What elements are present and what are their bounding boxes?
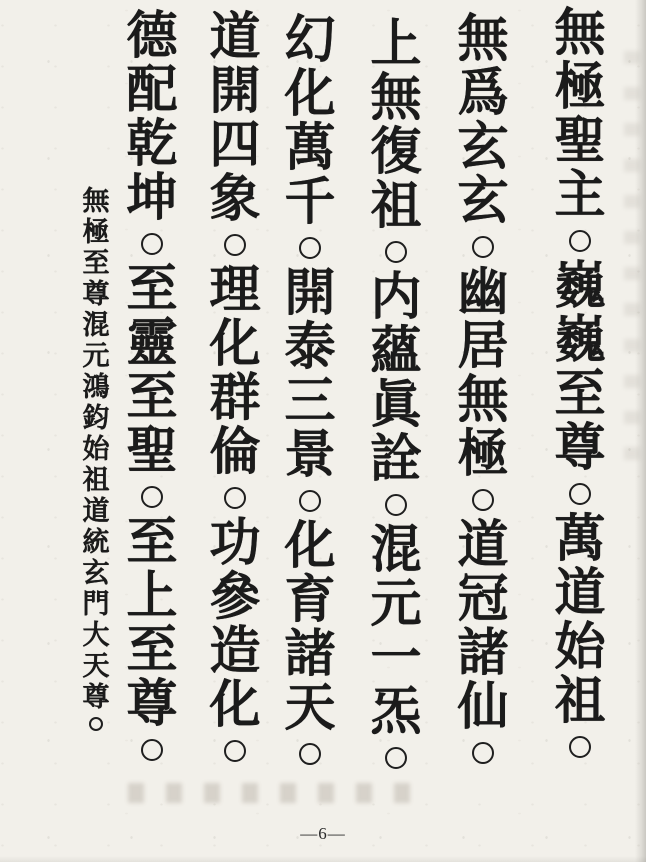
han-glyph: 混 (82, 310, 110, 340)
han-glyph: 道 (554, 566, 606, 622)
verse-column-4 (278, 14, 342, 773)
han-glyph: 至 (126, 370, 178, 426)
han-glyph: 聖 (126, 424, 178, 480)
ideographic-period (385, 494, 407, 516)
han-glyph: 萬 (284, 121, 336, 177)
han-glyph: 眞 (370, 378, 422, 434)
honorific-title-column (78, 186, 114, 736)
han-glyph: 巍 (554, 259, 606, 315)
han-glyph: 功 (209, 516, 261, 572)
han-glyph: 居 (457, 319, 509, 375)
han-glyph: 無 (457, 373, 509, 429)
scan-edge-shadow-bottom (0, 856, 646, 862)
han-glyph: 天 (82, 651, 110, 681)
verse-column-2 (451, 13, 515, 772)
han-glyph: 主 (554, 168, 606, 224)
han-glyph: 門 (82, 589, 110, 619)
ideographic-period (141, 486, 163, 508)
verse-column-1 (548, 7, 612, 766)
han-glyph: 參 (209, 570, 261, 626)
han-glyph: 四 (209, 118, 261, 174)
han-glyph: 象 (209, 172, 261, 228)
han-glyph: 大 (82, 620, 110, 650)
han-glyph: 聖 (554, 114, 606, 170)
ideographic-period (141, 233, 163, 255)
han-glyph: 化 (209, 678, 261, 734)
han-glyph: 育 (284, 573, 336, 629)
ideographic-period (569, 736, 591, 758)
ideographic-period (141, 739, 163, 761)
ideographic-period (569, 483, 591, 505)
han-glyph: 巍 (554, 313, 606, 369)
bleed-through-artifact-bottom (128, 783, 423, 803)
ideographic-period (224, 234, 246, 256)
han-glyph: 乾 (126, 117, 178, 173)
han-glyph: 鈞 (82, 403, 110, 433)
han-glyph: 尊 (554, 421, 606, 477)
han-glyph: 尊 (126, 677, 178, 733)
han-glyph: 靈 (126, 316, 178, 372)
han-glyph: 玄 (457, 174, 509, 230)
han-glyph: 至 (126, 262, 178, 318)
han-glyph: 一 (370, 631, 422, 687)
han-glyph: 道 (82, 496, 110, 526)
han-glyph: 萬 (554, 512, 606, 568)
ideographic-period (385, 241, 407, 263)
han-glyph: 極 (554, 60, 606, 116)
han-glyph: 無 (554, 6, 606, 62)
han-glyph: 混 (370, 523, 422, 579)
han-glyph: 三 (284, 374, 336, 430)
han-glyph: 蘊 (370, 324, 422, 380)
han-glyph: 天 (284, 681, 336, 737)
han-glyph: 開 (209, 64, 261, 120)
han-glyph: 至 (126, 515, 178, 571)
han-glyph: 元 (370, 577, 422, 633)
han-glyph: 造 (209, 624, 261, 680)
han-glyph: 統 (82, 527, 110, 557)
han-glyph: 諸 (457, 626, 509, 682)
han-glyph: 詮 (370, 432, 422, 488)
han-glyph: 道 (209, 10, 261, 66)
scan-edge-shadow-right (635, 0, 646, 862)
han-glyph: 仙 (457, 680, 509, 736)
ideographic-period (472, 489, 494, 511)
han-glyph: 泰 (284, 320, 336, 376)
han-glyph: 爲 (457, 66, 509, 122)
han-glyph: 道 (457, 518, 509, 574)
ideographic-period (569, 230, 591, 252)
han-glyph: 諸 (284, 627, 336, 683)
ideographic-period (224, 487, 246, 509)
han-glyph: 尊 (82, 682, 110, 712)
han-glyph: 配 (126, 63, 178, 119)
han-glyph: 理 (209, 263, 261, 319)
han-glyph: 幽 (457, 265, 509, 321)
han-glyph: 坤 (126, 171, 178, 227)
han-glyph: 幻 (284, 13, 336, 69)
han-glyph: 至 (82, 248, 110, 278)
ideographic-period (385, 747, 407, 769)
han-glyph: 元 (82, 341, 110, 371)
han-glyph: 始 (554, 620, 606, 676)
han-glyph: 玄 (457, 120, 509, 176)
han-glyph: 尊 (82, 279, 110, 309)
han-glyph: 化 (284, 519, 336, 575)
han-glyph: 上 (126, 569, 178, 625)
ideographic-period (299, 743, 321, 765)
han-glyph: 玄 (82, 558, 110, 588)
verse-column-3 (364, 18, 428, 777)
han-glyph: 祖 (370, 179, 422, 235)
han-glyph: 景 (284, 428, 336, 484)
han-glyph: 上 (370, 17, 422, 73)
han-glyph: 極 (457, 427, 509, 483)
han-glyph: 倫 (209, 425, 261, 481)
han-glyph: 始 (82, 434, 110, 464)
han-glyph: 内 (370, 270, 422, 326)
han-glyph: 復 (370, 125, 422, 181)
han-glyph: 至 (126, 623, 178, 679)
verse-column-6 (120, 10, 184, 769)
han-glyph: 化 (209, 317, 261, 373)
verse-column-5 (203, 11, 267, 770)
han-glyph: 無 (457, 12, 509, 68)
han-glyph: 鴻 (82, 372, 110, 402)
page-number: —6— (300, 824, 346, 843)
han-glyph: 開 (284, 266, 336, 322)
ideographic-period (299, 237, 321, 259)
han-glyph: 德 (126, 9, 178, 65)
ideographic-period (299, 490, 321, 512)
han-glyph: 祖 (82, 465, 110, 495)
han-glyph: 無 (370, 71, 422, 127)
han-glyph: 冠 (457, 572, 509, 628)
han-glyph: 祖 (554, 674, 606, 730)
han-glyph: 至 (554, 367, 606, 423)
han-glyph: 群 (209, 371, 261, 427)
ideographic-period (472, 236, 494, 258)
han-glyph: 極 (82, 217, 110, 247)
ideographic-period (472, 742, 494, 764)
han-glyph: 無 (82, 186, 110, 216)
han-glyph: 千 (284, 175, 336, 231)
han-glyph: 化 (284, 67, 336, 123)
ideographic-period (224, 740, 246, 762)
han-glyph: 炁 (370, 685, 422, 741)
ideographic-period (89, 717, 103, 731)
